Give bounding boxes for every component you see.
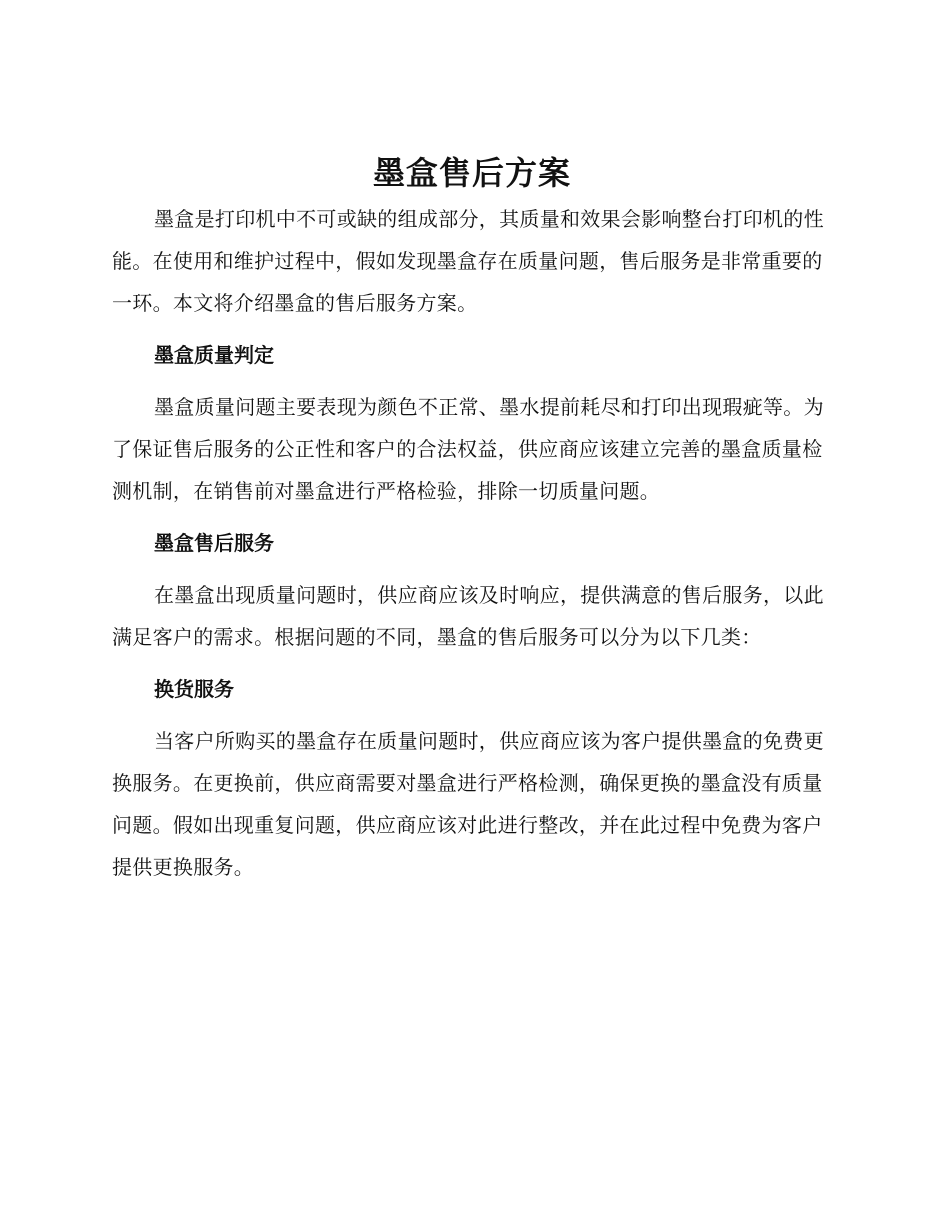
- section-heading: 墨盒质量判定: [154, 343, 274, 367]
- section-body: 墨盒质量问题主要表现为颜色不正常、墨水提前耗尽和打印出现瑕疵等。为了保证售后服务的公正性和客户的合法权益，供应商应该建立完善的墨盒质量检测机制，在销售前对墨盒进行严格检验，排除一切质量问题。: [112, 395, 824, 503]
- section-heading: 换货服务: [154, 677, 234, 701]
- document-page: [112, 150, 832, 888]
- section-body: 当客户所购买的墨盒存在质量问题时，供应商应该为客户提供墨盒的免费更换服务。在更换前，供应商需要对墨盒进行严格检测，确保更换的墨盒没有质量问题。假如出现重复问题，供应商应该对此进行整改，并在此过程中免费为客户提供更换服务。: [112, 729, 824, 879]
- section-body: 在墨盒出现质量问题时，供应商应该及时响应，提供满意的售后服务，以此满足客户的需求。根据问题的不同，墨盒的售后服务可以分为以下几类：: [112, 583, 824, 649]
- section-after-sales-service: [112, 512, 832, 658]
- section-exchange-service: [112, 658, 832, 888]
- document-title: 墨盒售后方案: [372, 154, 571, 192]
- section-quality-judgment: [112, 324, 832, 512]
- section-heading: 墨盒售后服务: [154, 531, 274, 555]
- intro-paragraph: 墨盒是打印机中不可或缺的组成部分，其质量和效果会影响整台打印机的性能。在使用和维护过程中，假如发现墨盒存在质量问题，售后服务是非常重要的一环。本文将介绍墨盒的售后服务方案。: [112, 207, 824, 315]
